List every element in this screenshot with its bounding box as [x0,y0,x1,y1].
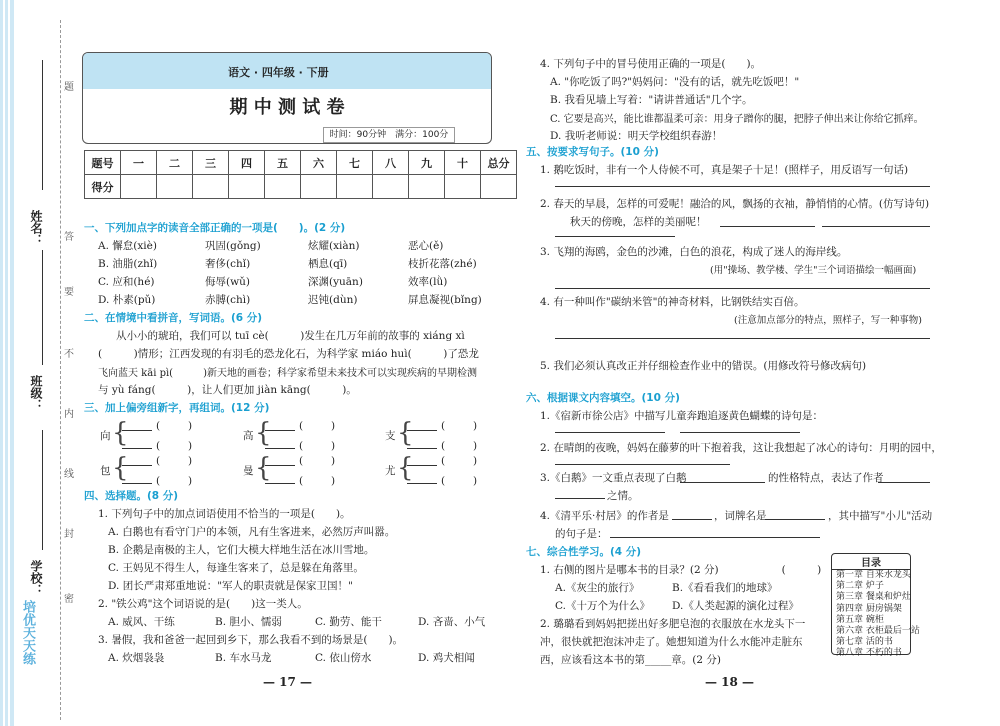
answer-line[interactable] [555,288,930,289]
question-text: 之情。 [607,490,639,502]
seal-char: 密 [64,594,74,605]
toc-item: 第二章 炉子 [836,581,884,592]
toc-item: 第五章 碗柜 [836,614,884,625]
answer-line[interactable] [555,338,930,339]
option-text: D. 鸡犬相闻 [418,652,475,664]
question-text: 3.《白鹅》一文重点表现了白鹅 [540,472,687,484]
score-input-cell[interactable] [157,175,193,199]
option-text: C. 王妈见不得生人，每逢生客来了，总是躲在角落里。 [108,562,364,574]
option-text: 效率(lǜ) [408,276,448,288]
answer-line[interactable] [720,226,815,227]
option-text: 枝折花落(zhé) [408,258,477,270]
option-text: 深渊(yuān) [308,276,363,288]
score-input-cell[interactable] [121,175,157,199]
score-cell: 十 [445,151,481,175]
option-text: A. 懈怠(xiè) [98,240,157,252]
question-text: 4.《清平乐·村居》的作者是 [540,510,669,522]
score-table-score-row [85,175,517,199]
option-text: C. 依山傍水 [315,652,372,664]
instruction-text: (用"操场、教学楼、学生"三个词语描绘一幅画面) [710,265,917,276]
seal-char: 线 [64,469,74,480]
answer-blank[interactable] [407,483,437,484]
page-number-left: — 17 — [263,675,313,689]
score-cell: 一 [121,151,157,175]
toc-title: 目录 [832,554,910,570]
option-text: B. 胆小、懦弱 [215,616,282,628]
option-text: 奢侈(chǐ) [205,258,251,270]
option-text: C. 它要是高兴，能比谁都温柔可亲：用身子蹭你的腿，把脖子伸出来让你给它抓痒。 [550,114,924,125]
answer-line[interactable] [672,519,712,520]
toc-item: 第一章 自来水龙头 [836,570,911,580]
score-input-cell[interactable] [337,175,373,199]
question-text: 1. 下列句子中的加点词语使用不恰当的一项是( )。 [98,508,351,520]
section-7-title: 七、综合性学习。(4 分) [526,546,642,558]
question-text: ，其中描写"小儿"活动 [828,510,933,522]
option-text: A. "你吃饭了吗?"妈妈问："没有的话，就先吃饭吧！" [550,76,800,88]
score-cell: 五 [265,151,301,175]
answer-blank[interactable] [407,430,437,431]
score-table [84,150,517,199]
seal-char: 封 [64,529,74,540]
score-input-cell[interactable] [481,175,517,199]
toc-item: 第三章 餐桌和炉灶 [836,592,911,603]
score-cell: 七 [337,151,373,175]
option-text: B. 我看见墙上写着："请讲普通话"几个字。 [550,94,753,106]
answer-blank[interactable] [407,465,437,466]
paragraph-line: 飞向蓝天 kāi pì( )新天地的画卷；科学家希望未来技术可以实现疾病的早期检测 [98,368,477,379]
option-text: D.《人类起源的演化过程》 [672,600,799,612]
toc-item: 第七章 活的书 [836,637,893,648]
option-text: C.《十万个为什么》 [555,600,650,612]
question-text: 2. 在晴朗的夜晚，妈妈在藤萝的叶下抱着我，这让我想起了冰心的诗句：月明的园中， [540,442,942,454]
name-label: 姓名： [29,210,43,246]
question-text: 2. 璐璐看到妈妈把搓出好多肥皂泡的衣服放在水龙头下一 [540,618,806,630]
base-char: 向 [100,430,111,442]
section-2-title: 二、在情境中看拼音，写词语。(6 分) [84,312,263,324]
answer-blank[interactable] [407,448,437,449]
section-4-title: 四、选择题。(8 分) [84,490,179,502]
question-text: 2. 春天的早晨，怎样的可爱呢！融洽的风，飘扬的衣袖，静悄悄的心情。(仿写诗句) [540,198,930,210]
option-text: 赤膊(chì) [205,294,251,306]
subject-label: 语文 · 四年级 · 下册 [228,66,329,79]
answer-blank[interactable] [122,465,152,466]
question-text: 的句子是： [555,528,608,540]
answer-line[interactable] [610,537,820,538]
section-6-title: 六、根据课文内容填空。(10 分) [526,392,680,404]
option-text: 栖息(qī) [308,258,348,270]
option-text: A.《灰尘的旅行》 [555,582,640,594]
answer-blank[interactable] [265,448,295,449]
score-cell: 三 [193,151,229,175]
answer-blank[interactable] [122,430,152,431]
school-line [42,430,43,550]
seal-char: 题 [64,82,74,93]
answer-line[interactable] [878,482,930,483]
base-char: 高 [243,430,254,442]
paragraph-line: 与 yù fáng( )，让人们更加 jiàn kāng( )。 [98,384,357,396]
score-cell: 八 [373,151,409,175]
option-text: 侮辱(wǔ) [205,276,250,288]
answer-blank[interactable] [265,430,295,431]
seal-line [60,20,61,720]
option-text: C. 应和(hé) [98,276,155,288]
paragraph-line: 从小小的琥珀，我们可以 tuī cè( )发生在几万年前的故事的 xiáng xì [116,330,465,342]
question-text: 5. 我们必须认真改正并仔细检查作业中的错误。(用修改符号修改病句) [540,360,867,372]
strip-decoration [0,0,14,726]
seal-char: 要 [64,287,74,298]
answer-line[interactable] [555,432,665,433]
section-5-title: 五、按要求写句子。(10 分) [526,146,659,158]
time-score-label: 时间：90分钟 满分：100分 [323,127,455,143]
base-char: 曼 [243,465,254,477]
answer-blank[interactable] [265,465,295,466]
question-text: 1. 鹅吃饭时，非有一个人侍候不可，真是架子十足！(照样子，用反语写一句话) [540,164,909,176]
question-text: ，词牌名是 [714,510,767,522]
score-input-cell[interactable] [265,175,301,199]
option-text: 屏息凝视(bǐng) [408,294,482,306]
answer-line[interactable] [555,186,930,187]
answer-line[interactable] [555,236,675,237]
score-cell: 总分 [481,151,517,175]
option-text: B.《看看我们的地球》 [672,582,778,594]
school-label: 学校： [29,560,43,596]
paragraph-line: ( )情形；江西发现的有羽毛的恐龙化石，为科学家 miáo huì( )了恐龙 [98,348,479,360]
exam-title: 期 中 测 试 卷 [229,97,345,118]
option-text: B. 企鹅是南极的主人，它们大模大样地生活在冰川雪地。 [108,544,375,556]
answer-blank[interactable] [122,448,152,449]
toc-item: 第六章 衣柜最后一站 [836,626,920,637]
score-input-cell[interactable] [445,175,481,199]
score-cell: 题号 [85,151,121,175]
score-input-cell[interactable] [229,175,265,199]
question-text: 西，应该看这本书的第_____章。(2 分) [540,654,721,666]
base-char: 支 [385,430,396,442]
option-text: A. 炊烟袅袅 [108,652,165,664]
option-text: D. 吝啬、小气 [418,616,486,628]
class-line [42,250,43,365]
question-text: 3. 飞翔的海鸥，金色的沙滩，白色的浪花，构成了迷人的海岸线。 [540,246,848,258]
option-text: D. 团长严肃郑重地说："军人的职责就是保家卫国！" [108,580,353,592]
answer-line[interactable] [555,464,730,465]
option-text: A. 威风、干练 [108,616,175,628]
option-text: D. 我听老师说：明天学校组织春游！ [550,130,723,142]
seal-char: 答 [64,232,74,243]
exam-header [82,52,492,144]
option-text: 迟钝(dùn) [308,294,358,306]
option-text: C. 勤劳、能干 [315,616,382,628]
instruction-text: (注意加点部分的特点，照样子，写一种事物) [734,315,922,326]
score-input-cell[interactable] [373,175,409,199]
seal-char: 内 [64,409,74,420]
score-table-header-row [85,151,517,175]
binding-strip [0,0,74,726]
answer-line[interactable] [555,498,605,499]
question-text: 4. 有一种叫作"碳纳米管"的神奇材料，比钢铁结实百倍。 [540,296,805,308]
answer-line[interactable] [680,482,765,483]
brand-logo: 培优天天练 [20,600,35,665]
name-line [42,60,43,190]
section-1-title: 一、下列加点字的读音全部正确的一项是( )。(2 分) [84,222,346,234]
question-text: 秋天的傍晚，怎样的美丽呢！ [570,216,707,228]
score-cell: 六 [301,151,337,175]
score-cell: 得分 [85,175,121,199]
base-char: 尤 [385,465,396,477]
score-input-cell[interactable] [193,175,229,199]
section-3-title: 三、加上偏旁组新字，再组词。(12 分) [84,402,270,414]
book-toc [831,553,920,659]
answer-line[interactable] [765,519,825,520]
option-text: 炫耀(xiàn) [308,240,360,252]
option-text: D. 朴素(pǔ) [98,294,156,306]
question-text: 4. 下列句子中的冒号使用正确的一项是( )。 [540,58,762,70]
score-cell: 二 [157,151,193,175]
score-cell: 九 [409,151,445,175]
toc-item: 第四章 厨房锅架 [836,603,902,614]
option-text: B. 油脂(zhǐ) [98,258,158,270]
answer-line[interactable] [680,432,800,433]
question-text: 冲，很快就把泡沫冲走了。她想知道为什么水能冲走脏东 [540,636,803,648]
score-cell: 四 [229,151,265,175]
seal-char: 不 [64,349,74,360]
base-char: 包 [100,465,111,477]
option-text: 恶心(ě) [408,240,444,252]
answer-blank[interactable] [122,483,152,484]
option-text: B. 车水马龙 [215,652,272,664]
answer-blank[interactable] [265,483,295,484]
score-input-cell[interactable] [409,175,445,199]
question-text: 1. 右侧的图片是哪本书的目录？(2 分) ( ) [540,564,822,576]
question-text: 2. "铁公鸡"这个词语说的是( )这一类人。 [98,598,308,610]
score-input-cell[interactable] [301,175,337,199]
page-number-right: — 18 — [705,675,755,689]
option-text: 巩固(gǒng) [205,240,261,252]
question-text: 的性格特点，表达了作者 [768,472,884,484]
class-label: 班级： [29,375,43,411]
question-text: 3. 暑假，我和爸爸一起回到乡下，那么我看不到的场景是( )。 [98,634,404,646]
option-text: A. 白鹅也有看守门户的本领，凡有生客进来，必然厉声叫嚣。 [108,526,396,538]
question-text: 1.《宿新市徐公店》中描写儿童奔跑追逐黄色蝴蝶的诗句是： [540,410,824,422]
answer-line[interactable] [822,226,930,227]
toc-item: 第八章 不朽的书 [836,648,902,659]
